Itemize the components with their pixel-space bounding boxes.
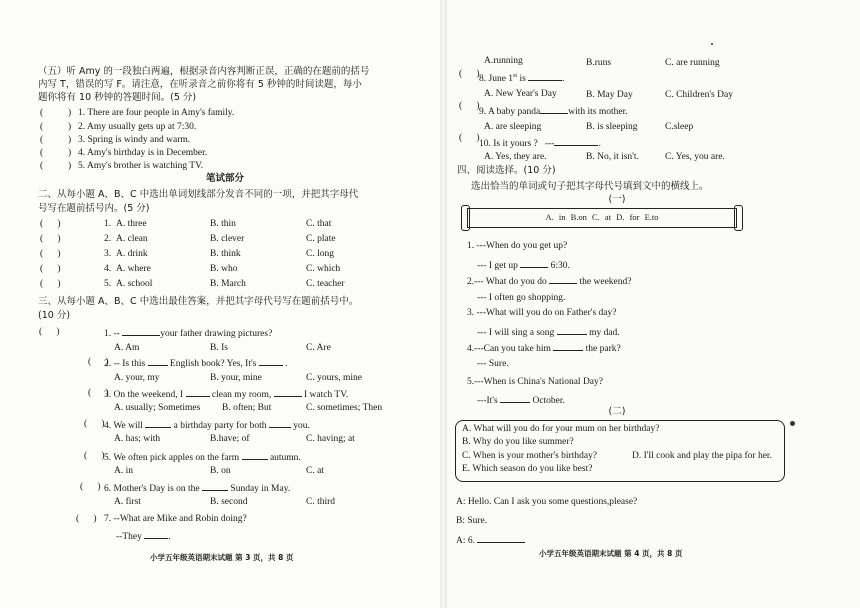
answer-bracket[interactable]: ( ) xyxy=(40,264,61,274)
q2-option-c[interactable]: C. yours, mine xyxy=(306,373,362,383)
answer-blank[interactable] xyxy=(520,258,548,268)
answer-blank[interactable] xyxy=(553,341,583,351)
phonics-option-b[interactable]: B. thin xyxy=(210,219,236,229)
q3-option-b[interactable]: B. often; But xyxy=(222,403,272,413)
answer-blank[interactable] xyxy=(528,71,562,81)
answer-bracket-open[interactable]: ( xyxy=(40,108,44,118)
page-footer: 小学五年级英语期末试题 第 4 页，共 8 页 xyxy=(539,549,683,558)
phonics-number: 4. xyxy=(104,264,112,274)
phonics-number: 2. xyxy=(104,234,112,244)
box-option-d: D. I'll cook and play the pipa for her. xyxy=(632,451,772,461)
answer-bracket[interactable]: ( ) xyxy=(459,133,480,143)
phonics-option-a[interactable]: A. clean xyxy=(116,234,148,244)
q2-option-b[interactable]: B. your, mine xyxy=(210,373,262,383)
q9-option-b[interactable]: B. is sleeping xyxy=(586,122,638,132)
fill-question: 4.---Can you take him the park? xyxy=(467,341,621,355)
written-part-heading: 笔试部分 xyxy=(206,173,245,184)
answer-blank[interactable] xyxy=(500,393,530,403)
section-3-title: 三、从每小题 A、B、C 中选出最佳答案，并把其字母代号写在题前括号中。 xyxy=(38,296,359,307)
answer-bracket[interactable]: ( ) xyxy=(88,388,109,398)
answer-blank[interactable] xyxy=(202,481,228,491)
answer-blank[interactable] xyxy=(122,326,160,336)
phonics-number: 5. xyxy=(104,279,112,289)
q8-option-a[interactable]: A. New Year's Day xyxy=(484,89,557,99)
q1-option-b[interactable]: B. Is xyxy=(210,343,228,353)
answer-bracket[interactable]: ( ) xyxy=(40,234,61,244)
listening-statement: 5. Amy's brother is watching TV. xyxy=(78,161,204,171)
section-5-title: （五）听 Amy 的一段独白两遍，根据录音内容判断正误，正确的在题前的括号 xyxy=(38,66,370,77)
answer-bracket-close[interactable]: ) xyxy=(68,108,72,118)
q7-option-c[interactable]: C. are running xyxy=(665,58,720,68)
q7-option-b[interactable]: B.runs xyxy=(586,58,612,68)
scan-speck xyxy=(790,421,795,426)
answer-bracket-open[interactable]: ( xyxy=(40,161,44,171)
phonics-option-b[interactable]: B. clever xyxy=(210,234,245,244)
fill-answer: --- I get up 6:30. xyxy=(477,258,570,272)
options-box xyxy=(455,420,785,482)
q6-option-a[interactable]: A. first xyxy=(114,497,141,507)
word-bank: A. in B.on C. at D. for E.to xyxy=(545,212,659,222)
phonics-option-a[interactable]: A. three xyxy=(116,219,147,229)
fill-question: 1. ---When do you get up? xyxy=(467,241,568,251)
page-footer: 小学五年级英语期末试题 第 3 页，共 8 页 xyxy=(150,553,294,562)
answer-blank[interactable] xyxy=(554,136,598,146)
answer-bracket[interactable]: ( ) xyxy=(80,482,101,492)
fill-answer: ---It's October. xyxy=(477,393,565,407)
listening-statement: 2. Amy usually gets up at 7:30. xyxy=(78,122,197,132)
answer-bracket-open[interactable]: ( xyxy=(40,135,44,145)
phonics-number: 1. xyxy=(104,219,112,229)
phonics-option-a[interactable]: A. school xyxy=(116,279,153,289)
phonics-option-a[interactable]: A. where xyxy=(116,264,151,274)
page-gutter xyxy=(440,0,447,608)
answer-bracket[interactable]: ( ) xyxy=(39,327,60,337)
q4-option-a[interactable]: A. has; with xyxy=(114,434,161,444)
answer-bracket[interactable]: ( ) xyxy=(40,279,61,289)
question-3: 3. On the weekend, I clean my room, I watch TV. xyxy=(104,387,348,401)
answer-bracket[interactable]: ( ) xyxy=(459,101,480,111)
fill-answer: --- I will sing a song my dad. xyxy=(477,325,620,339)
q4-option-b[interactable]: B.have; of xyxy=(210,434,250,444)
question-9: 9. A baby panda with its mother. xyxy=(479,104,628,118)
q5-option-a[interactable]: A. in xyxy=(114,466,133,476)
answer-bracket-close[interactable]: ) xyxy=(68,135,72,145)
question-8: 8. June 1st is . xyxy=(479,73,565,85)
answer-bracket-open[interactable]: ( xyxy=(40,148,44,158)
dialog-b-line: B: Sure. xyxy=(456,516,488,526)
phonics-option-c[interactable]: C. teacher xyxy=(306,279,345,289)
q6-option-c[interactable]: C. third xyxy=(306,497,336,507)
q5-option-c[interactable]: C. at xyxy=(306,466,324,476)
question-5: 5. We often pick apples on the farm autumn. xyxy=(104,450,301,464)
answer-bracket[interactable]: ( ) xyxy=(459,69,480,79)
phonics-option-c[interactable]: C. which xyxy=(306,264,341,274)
section-4-instructions: 选出恰当的单词或句子把其字母代号填到文中的横线上。 xyxy=(471,181,709,192)
answer-blank[interactable] xyxy=(242,450,268,460)
phonics-option-c[interactable]: C. that xyxy=(306,219,332,229)
word-bank-scroll xyxy=(461,205,743,231)
q8-option-b[interactable]: B. May Day xyxy=(586,90,633,100)
phonics-option-c[interactable]: C. plate xyxy=(306,234,336,244)
answer-bracket-close[interactable]: ) xyxy=(68,148,72,158)
phonics-option-b[interactable]: B. think xyxy=(210,249,241,259)
question-4: 4. We will a birthday party for both you. xyxy=(104,418,310,432)
q6-option-b[interactable]: B. second xyxy=(210,497,248,507)
answer-bracket[interactable]: ( ) xyxy=(76,514,97,524)
question-2: 2. -- Is this English book? Yes, It's . xyxy=(104,356,287,370)
answer-bracket-close[interactable]: ) xyxy=(68,161,72,171)
q10-option-b[interactable]: B. No, it isn't. xyxy=(586,152,639,162)
answer-blank[interactable] xyxy=(145,418,171,428)
exam-page-4 xyxy=(447,0,860,608)
q9-option-c[interactable]: C.sleep xyxy=(665,122,694,132)
phonics-option-b[interactable]: B. who xyxy=(210,264,238,274)
answer-bracket[interactable]: ( ) xyxy=(84,419,105,429)
q2-option-a[interactable]: A. your, my xyxy=(114,373,160,383)
phonics-option-c[interactable]: C. long xyxy=(306,249,334,259)
answer-blank[interactable] xyxy=(269,418,291,428)
answer-blank[interactable] xyxy=(148,356,168,366)
box-option-c: C. When is your mother's birthday? xyxy=(462,451,598,461)
q10-option-a[interactable]: A. Yes, they are. xyxy=(484,152,547,162)
phonics-option-a[interactable]: A. drink xyxy=(116,249,148,259)
section-4-title: 四、阅读选择。(10 分) xyxy=(457,165,556,176)
question-10: 10. Is it yours ? --- . xyxy=(479,136,601,150)
phonics-option-b[interactable]: B. March xyxy=(210,279,246,289)
phonics-number: 3. xyxy=(104,249,112,259)
section-5-title-line3: 题你将有 10 秒钟的答题时间。(5 分) xyxy=(38,92,197,103)
section-2-title: 二、从每小题 A、B、C 中选出单词划线部分发音不同的一项，并把其字母代 xyxy=(38,189,359,200)
answer-bracket[interactable]: ( ) xyxy=(88,357,109,367)
answer-blank[interactable] xyxy=(540,104,568,114)
answer-bracket[interactable]: ( ) xyxy=(40,219,61,229)
fill-question: 5.---When is China's National Day? xyxy=(467,377,603,387)
fill-answer: --- I often go shopping. xyxy=(477,293,566,303)
listening-statement: 3. Spring is windy and warm. xyxy=(78,135,191,145)
box-option-a: A. What will you do for your mum on her birthday? xyxy=(462,424,660,434)
box-option-b: B. Why do you like summer? xyxy=(462,437,574,447)
fill-answer: --- Sure. xyxy=(477,359,509,369)
q1-option-a[interactable]: A. Am xyxy=(114,343,140,353)
fill-question: 2.--- What do you do the weekend? xyxy=(467,274,632,288)
fill-question: 3. ---What will you do on Father's day? xyxy=(467,308,617,318)
part-1-label: (一) xyxy=(608,194,626,205)
answer-blank[interactable] xyxy=(186,387,210,397)
question-7-answer: --They . xyxy=(116,529,171,543)
answer-blank[interactable] xyxy=(144,529,168,539)
listening-statement: 4. Amy's birthday is in December. xyxy=(78,148,208,158)
section-5-title-line2: 内写 T，错误的写 F。请注意，在听录音之前你将有 5 秒钟的时间读题，每小 xyxy=(38,79,362,90)
answer-blank[interactable] xyxy=(274,387,302,397)
q4-option-c[interactable]: C. having; at xyxy=(306,434,355,444)
box-option-e: E. Which season do you like best? xyxy=(462,464,593,474)
answer-bracket-open[interactable]: ( xyxy=(40,122,44,132)
q9-option-a[interactable]: A. are sleeping xyxy=(484,122,542,132)
question-6: 6. Mother's Day is on the Sunday in May. xyxy=(104,481,290,495)
q1-option-c[interactable]: C. Are xyxy=(306,343,331,353)
q7-option-a[interactable]: A.running xyxy=(484,56,523,66)
question-1: 1. -- your father drawing pictures? xyxy=(104,326,272,340)
q3-option-c[interactable]: C. sometimes; Then xyxy=(306,403,383,413)
answer-blank[interactable] xyxy=(557,325,587,335)
listening-statement: 1. There are four people in Amy's family. xyxy=(78,108,235,118)
dialog-a-line: A: Hello. Can I ask you some questions,please? xyxy=(456,497,638,507)
q3-option-a[interactable]: A. usually; Sometimes xyxy=(114,403,201,413)
q8-option-c[interactable]: C. Children's Day xyxy=(665,90,733,100)
q5-option-b[interactable]: B. on xyxy=(210,466,231,476)
section-2-title-line2: 号写在题前括号内。(5 分) xyxy=(38,203,150,214)
answer-bracket[interactable]: ( ) xyxy=(84,451,105,461)
section-3-title-line2: (10 分) xyxy=(38,310,71,321)
scan-speck xyxy=(711,43,713,45)
part-2-label: (二) xyxy=(608,406,626,417)
q10-option-c[interactable]: C. Yes, you are. xyxy=(665,152,725,162)
question-7: 7. --What are Mike and Robin doing? xyxy=(104,514,247,524)
answer-blank[interactable] xyxy=(549,274,577,284)
answer-blank[interactable] xyxy=(259,356,283,366)
answer-bracket-close[interactable]: ) xyxy=(68,122,72,132)
dialog-a6-line: A: 6. xyxy=(456,533,525,547)
answer-bracket[interactable]: ( ) xyxy=(40,249,61,259)
answer-blank[interactable] xyxy=(477,533,525,543)
